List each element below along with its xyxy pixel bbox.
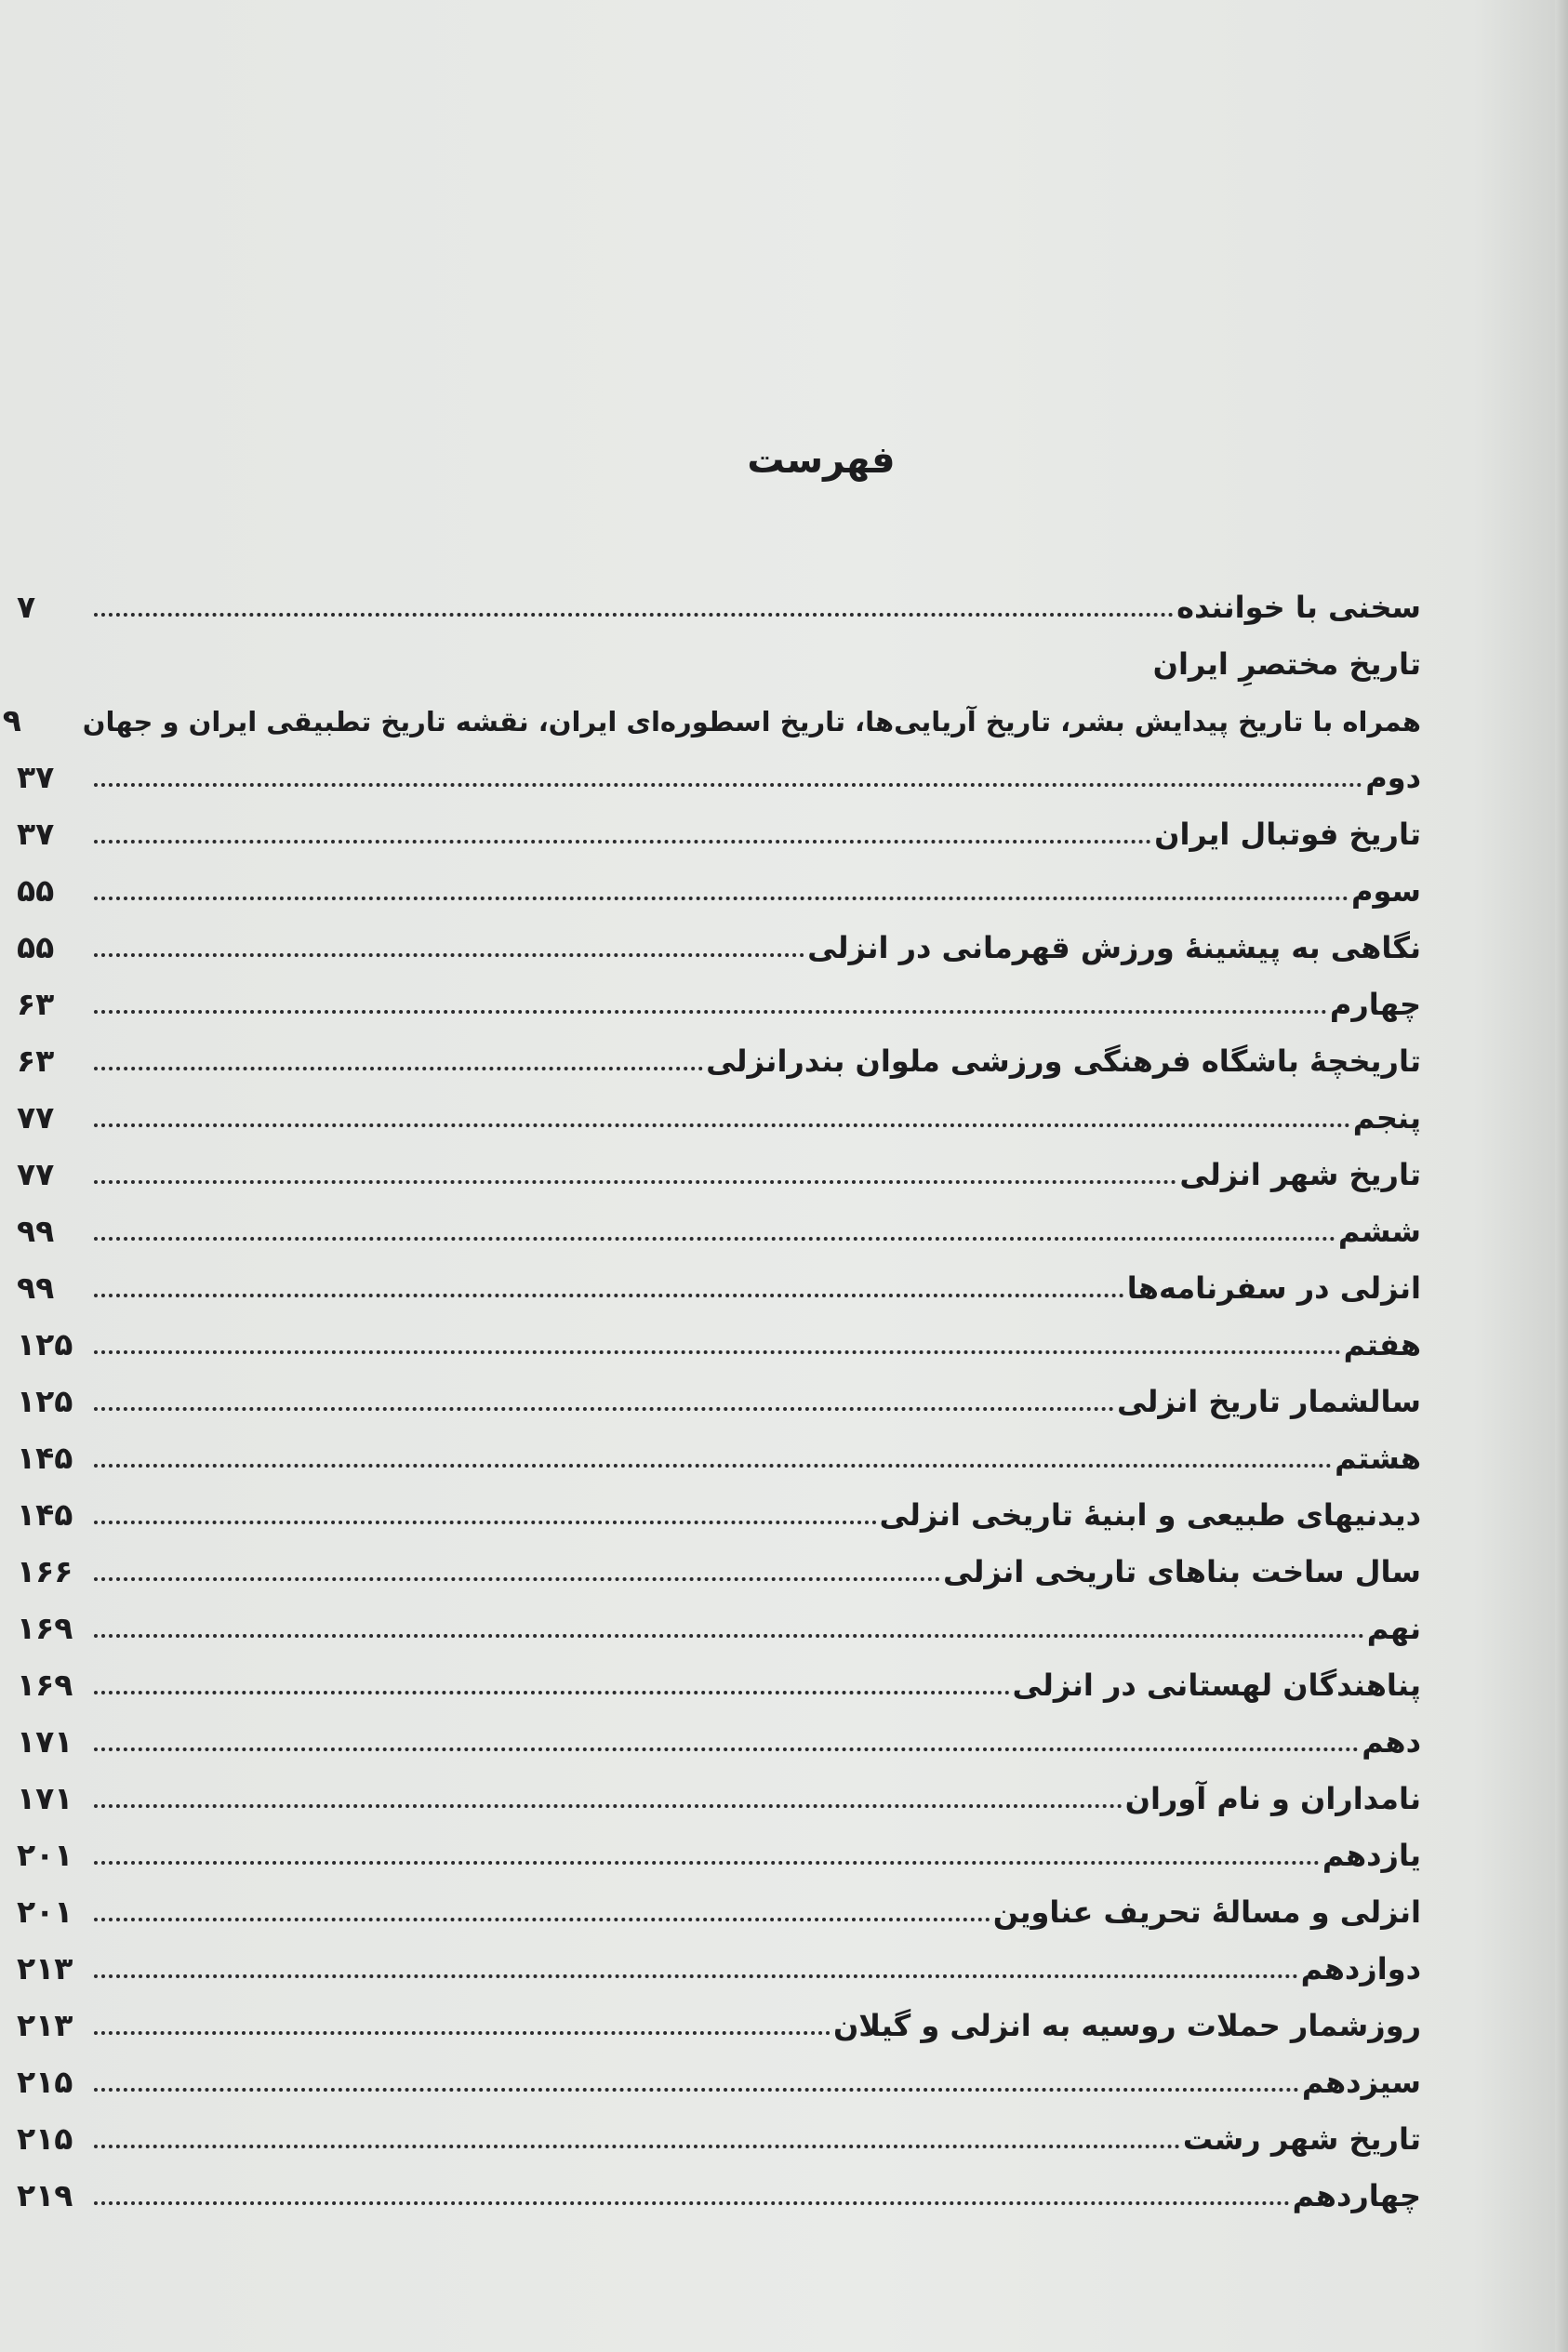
toc-page-number: ۹۹ (17, 1213, 55, 1249)
toc-entry (17, 1984, 1421, 2043)
toc-entry-title: سالشمار تاریخ انزلی (1116, 1384, 1421, 1419)
toc-entry-title: سخنی با خواننده (1176, 590, 1421, 625)
dot-leader (94, 1123, 1350, 1127)
toc-entry (17, 1870, 1421, 1930)
dot-leader (94, 897, 1349, 900)
toc-entry (17, 1814, 1421, 1873)
dot-leader (94, 1237, 1335, 1241)
toc-entry-title: پناهندگان لهستانی در انزلی (1012, 1668, 1421, 1703)
dot-leader (94, 1294, 1124, 1297)
dot-leader (94, 2201, 1290, 2205)
dot-leader (94, 1350, 1341, 1354)
toc-entry (17, 963, 1421, 1022)
dot-leader (94, 1521, 877, 1524)
toc-entry (17, 1019, 1421, 1079)
toc-page-number: ۹۹ (17, 1269, 55, 1306)
dot-leader (94, 1918, 990, 1921)
toc-entry (17, 2097, 1421, 2157)
toc-page-number: ۱۷۱ (17, 1780, 73, 1816)
toc-page-number: ۹ (2, 702, 21, 738)
dot-leader (94, 2145, 1180, 2148)
toc-entry (2, 679, 1421, 738)
dot-leader (94, 1691, 1010, 1694)
dot-leader (94, 1067, 703, 1070)
toc-entry-title: انزلی و مسالۀ تحریف عناوین (992, 1894, 1421, 1930)
dot-leader (94, 1577, 940, 1581)
toc-entry-title: دهم (1362, 1724, 1421, 1760)
toc-page-number: ۵۵ (17, 872, 55, 909)
toc-entry (17, 1927, 1421, 1987)
toc-entry-title: پنجم (1352, 1100, 1421, 1136)
dot-leader (94, 2031, 831, 2035)
toc-page-number: ۱۲۵ (17, 1383, 73, 1419)
toc-entry (17, 1587, 1421, 1646)
toc-page-number: ۶۳ (17, 1043, 55, 1079)
toc-page-number: ۱۶۹ (17, 1667, 73, 1703)
dot-leader (94, 1974, 1298, 1978)
toc-page-number: ۲۱۳ (17, 2007, 73, 2043)
toc-entry-title: تاریخ فوتبال ایران (1154, 817, 1421, 852)
toc-page-number: ۶۳ (17, 986, 55, 1022)
toc-entry-title: تاریخ شهر انزلی (1179, 1157, 1421, 1192)
toc-entry (17, 1416, 1421, 1476)
toc-entry-title: روزشمار حملات روسیه به انزلی و گیلان (832, 2008, 1421, 2043)
toc-entry (17, 1757, 1421, 1814)
toc-entry (17, 1473, 1421, 1533)
dot-leader (94, 953, 804, 957)
toc-page-number: ۷۷ (17, 1156, 55, 1192)
toc-page-number: ۵۵ (17, 929, 55, 965)
toc-entry-title: چهاردهم (1292, 2178, 1421, 2213)
toc-entry-title: دیدنیهای طبیعی و ابنیۀ تاریخی انزلی (879, 1497, 1421, 1533)
dot-leader (94, 1407, 1114, 1411)
dot-leader (94, 1180, 1176, 1184)
toc-entry (17, 1643, 1421, 1703)
dot-leader (94, 1861, 1320, 1865)
toc-entry (17, 1303, 1421, 1360)
page-title: فهرست (747, 439, 896, 482)
toc-entry-title: همراه با تاریخ پیدایش بشر، تاریخ آریایی‌ها، تاریخ اسطوره‌ای ایران، نقشه تاریخ تطبیقی ایران و جهان (82, 706, 1421, 737)
toc-page-number: ۲۰۱ (17, 1837, 73, 1873)
toc-page-number: ۲۱۵ (17, 2120, 73, 2157)
toc-entry (17, 1700, 1421, 1760)
toc-entry-title: انزلی در سفرنامه‌ها (1126, 1270, 1421, 1306)
toc-entry (17, 2040, 1421, 2100)
toc-entry-title: هشتم (1335, 1441, 1421, 1476)
toc-entry-title: دوازدهم (1300, 1951, 1421, 1987)
toc-entry-title: تاریخ شهر رشت (1182, 2121, 1421, 2157)
toc-entry-title: ششم (1337, 1214, 1421, 1249)
toc-page-number: ۲۱۹ (17, 2177, 73, 2213)
toc-entry (17, 1360, 1421, 1419)
toc-entry-title: هفتم (1343, 1327, 1421, 1362)
toc-entry-title: چهارم (1329, 987, 1421, 1022)
toc-page-number: ۱۴۵ (17, 1440, 73, 1476)
dot-leader (94, 613, 1174, 617)
toc-page-number: ۳۷ (17, 759, 55, 795)
toc-page-number: ۲۱۳ (17, 1950, 73, 1987)
table-of-contents (2, 565, 1421, 2213)
toc-entry-title: دوم (1365, 760, 1421, 795)
toc-page-number: ۱۶۹ (17, 1610, 73, 1646)
dot-leader (94, 1010, 1327, 1014)
toc-entry (17, 1076, 1421, 1136)
toc-entry-title: یازدهم (1322, 1838, 1421, 1873)
toc-entry (17, 1530, 1421, 1587)
toc-entry-title: سال ساخت بناهای تاریخی انزلی (942, 1554, 1421, 1589)
toc-entry-title: تاریخچۀ باشگاه فرهنگی ورزشی ملوان بندرانزلی (706, 1043, 1421, 1079)
toc-entry (17, 849, 1421, 909)
toc-entry-title: نهم (1366, 1611, 1421, 1646)
page-edge-shadow (1555, 0, 1568, 2352)
toc-entry (17, 906, 1421, 963)
toc-entry (17, 2154, 1421, 2211)
dot-leader (94, 840, 1151, 844)
toc-page-number: ۷ (17, 589, 36, 625)
dot-leader (94, 2088, 1299, 2092)
toc-page-number: ۱۷۱ (17, 1723, 73, 1760)
toc-entry (17, 736, 1421, 795)
toc-page-number: ۲۰۱ (17, 1894, 73, 1930)
toc-page-number: ۷۷ (17, 1099, 55, 1136)
toc-entry (17, 1246, 1421, 1306)
toc-entry-title: نگاهی به پیشینۀ ورزش قهرمانی در انزلی (807, 930, 1421, 965)
toc-entry (17, 565, 1421, 625)
dot-leader (94, 1747, 1359, 1751)
toc-entry (17, 1189, 1421, 1249)
dot-leader (94, 1464, 1332, 1468)
toc-entry-title: نامداران و نام آوران (1124, 1781, 1421, 1816)
dot-leader (94, 1634, 1364, 1638)
toc-page-number: ۱۲۵ (17, 1326, 73, 1362)
toc-page-number: ۱۴۵ (17, 1496, 73, 1533)
toc-entry-title: سیزدهم (1301, 2065, 1421, 2100)
toc-page-number: ۲۱۵ (17, 2064, 73, 2100)
toc-entry (17, 1133, 1421, 1192)
toc-page-number: ۱۶۶ (17, 1553, 73, 1589)
dot-leader (94, 783, 1362, 787)
toc-entry-title: سوم (1351, 873, 1421, 909)
dot-leader (94, 1804, 1123, 1808)
toc-entry-title: تاریخ مختصرِ ایران (1152, 646, 1421, 682)
toc-entry (17, 622, 1421, 682)
toc-entry (17, 792, 1421, 852)
toc-page-number: ۳۷ (17, 816, 55, 852)
